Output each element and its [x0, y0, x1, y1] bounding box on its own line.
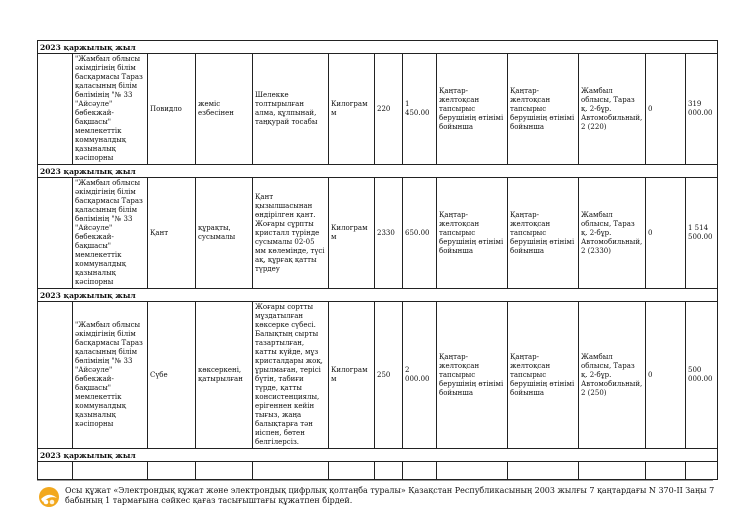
price-cell: 650.00	[403, 178, 437, 289]
item-subname-cell: жеміс езбесінен	[196, 54, 253, 165]
item-subname-cell: құрақты, сусымалы	[196, 178, 253, 289]
price-cell: 2 000.00	[403, 302, 437, 449]
empty-cell	[148, 462, 196, 480]
address-cell: Жамбыл облысы, Тараз қ. 2-бұр. Автомобильный, 2 (250)	[579, 302, 646, 449]
unit-cell: Килограмм	[329, 178, 375, 289]
year-label: 2023 қаржылық жыл	[38, 449, 718, 462]
year-label: 2023 қаржылық жыл	[38, 289, 718, 302]
year-label: 2023 қаржылық жыл	[38, 165, 718, 178]
delivery-term-cell: Қаңтар-желтоқсан тапсырыс берушінің өтінімі бойынша	[437, 54, 508, 165]
item-subname-cell: көксеркені, қатырылған	[196, 302, 253, 449]
delivery-term-cell: Қаңтар-желтоқсан тапсырыс берушінің өтінімі бойынша	[437, 302, 508, 449]
table-row	[38, 178, 718, 289]
e-gov-logo-icon	[38, 486, 60, 508]
row-number	[38, 54, 73, 165]
empty-cell	[73, 462, 148, 480]
year-row	[38, 289, 718, 302]
footer-divider	[37, 480, 713, 481]
price-cell: 1 450.00	[403, 54, 437, 165]
legal-note: Осы құжат «Электрондық құжат және электрондық цифрлық қолтаңба туралы» Қазақстан Республикасының 2003 жылғы 7 қаңтардағы N 370-II Заңы 7 бабының 1 тармағына сәйкес қағаз тасығыштағы құжатпен бірдей.	[65, 486, 715, 505]
advance-cell: 0	[646, 54, 686, 165]
empty-cell	[375, 462, 403, 480]
table-row	[38, 302, 718, 449]
address-cell: Жамбыл облысы, Тараз қ. 2-бұр. Автомобильный, 2 (220)	[579, 54, 646, 165]
empty-cell	[253, 462, 329, 480]
row-number	[38, 302, 73, 449]
year-label: 2023 қаржылық жыл	[38, 41, 718, 54]
unit-cell: Килограмм	[329, 302, 375, 449]
empty-cell	[579, 462, 646, 480]
customer-cell: "Жамбыл облысы әкімдігінің білім басқармасы Тараз қаласының білім бөлімінің "№ 33 "Айсәуле" бөбекжай-бақшасы" мемлекеттік коммуналдық қазыналық кәсіпорны	[73, 178, 148, 289]
customer-cell: "Жамбыл облысы әкімдігінің білім басқармасы Тараз қаласының білім бөлімінің "№ 33 "Айсәуле" бөбекжай-бақшасы" мемлекеттік коммуналдық қазыналық кәсіпорны	[73, 302, 148, 449]
specification-cell: Шелекке толтырылған алма, құлпынай, таңқурай тосабы	[253, 54, 329, 165]
empty-cell	[329, 462, 375, 480]
year-row	[38, 165, 718, 178]
sum-cell: 500 000.00	[686, 302, 718, 449]
customer-cell: "Жамбыл облысы әкімдігінің білім басқармасы Тараз қаласының білім бөлімінің "№ 33 "Айсәуле" бөбекжай-бақшасы" мемлекеттік коммуналдық қазыналық кәсіпорны	[73, 54, 148, 165]
advance-cell: 0	[646, 178, 686, 289]
empty-cell	[196, 462, 253, 480]
delivery-term-cell: Қаңтар-желтоқсан тапсырыс берушінің өтінімі бойынша	[508, 302, 579, 449]
unit-cell: Килограмм	[329, 54, 375, 165]
empty-cell	[403, 462, 437, 480]
empty-cell	[686, 462, 718, 480]
sum-cell: 1 514 500.00	[686, 178, 718, 289]
quantity-cell: 220	[375, 54, 403, 165]
empty-cell	[508, 462, 579, 480]
year-row	[38, 41, 718, 54]
quantity-cell: 2330	[375, 178, 403, 289]
delivery-term-cell: Қаңтар-желтоқсан тапсырыс берушінің өтінімі бойынша	[508, 178, 579, 289]
year-row	[38, 449, 718, 462]
sum-cell: 319 000.00	[686, 54, 718, 165]
row-number	[38, 178, 73, 289]
delivery-term-cell: Қаңтар-желтоқсан тапсырыс берушінің өтінімі бойынша	[437, 178, 508, 289]
empty-cell	[38, 462, 73, 480]
delivery-term-cell: Қаңтар-желтоқсан тапсырыс берушінің өтінімі бойынша	[508, 54, 579, 165]
table-row	[38, 54, 718, 165]
advance-cell: 0	[646, 302, 686, 449]
specification-cell: Жоғары сортты мұздатылған көксерке сүбесі. Балықтың сырты тазартылған, катты күйде, мұз кристалдары жоқ, ұрылмаған, терісі бүтін, табиғи түрде, қатты консистенциялы, ерігеннен кейін тығыз, жаңа балықтарға тән иіспен, бөтен белгілерсіз.	[253, 302, 329, 449]
item-name-cell: Қант	[148, 178, 196, 289]
procurement-table	[37, 40, 718, 480]
item-name-cell: Сүбе	[148, 302, 196, 449]
table-row-empty	[38, 462, 718, 480]
empty-cell	[437, 462, 508, 480]
quantity-cell: 250	[375, 302, 403, 449]
empty-cell	[646, 462, 686, 480]
item-name-cell: Повидло	[148, 54, 196, 165]
specification-cell: Қант қызылшасынан өндірілген қант. Жоғары сұрпты кристалл түрінде сусымалы 02-05 мм көлемінде, түсі ақ, құрғақ қатты түрдеу	[253, 178, 329, 289]
address-cell: Жамбыл облысы, Тараз қ. 2-бұр. Автомобильный, 2 (2330)	[579, 178, 646, 289]
